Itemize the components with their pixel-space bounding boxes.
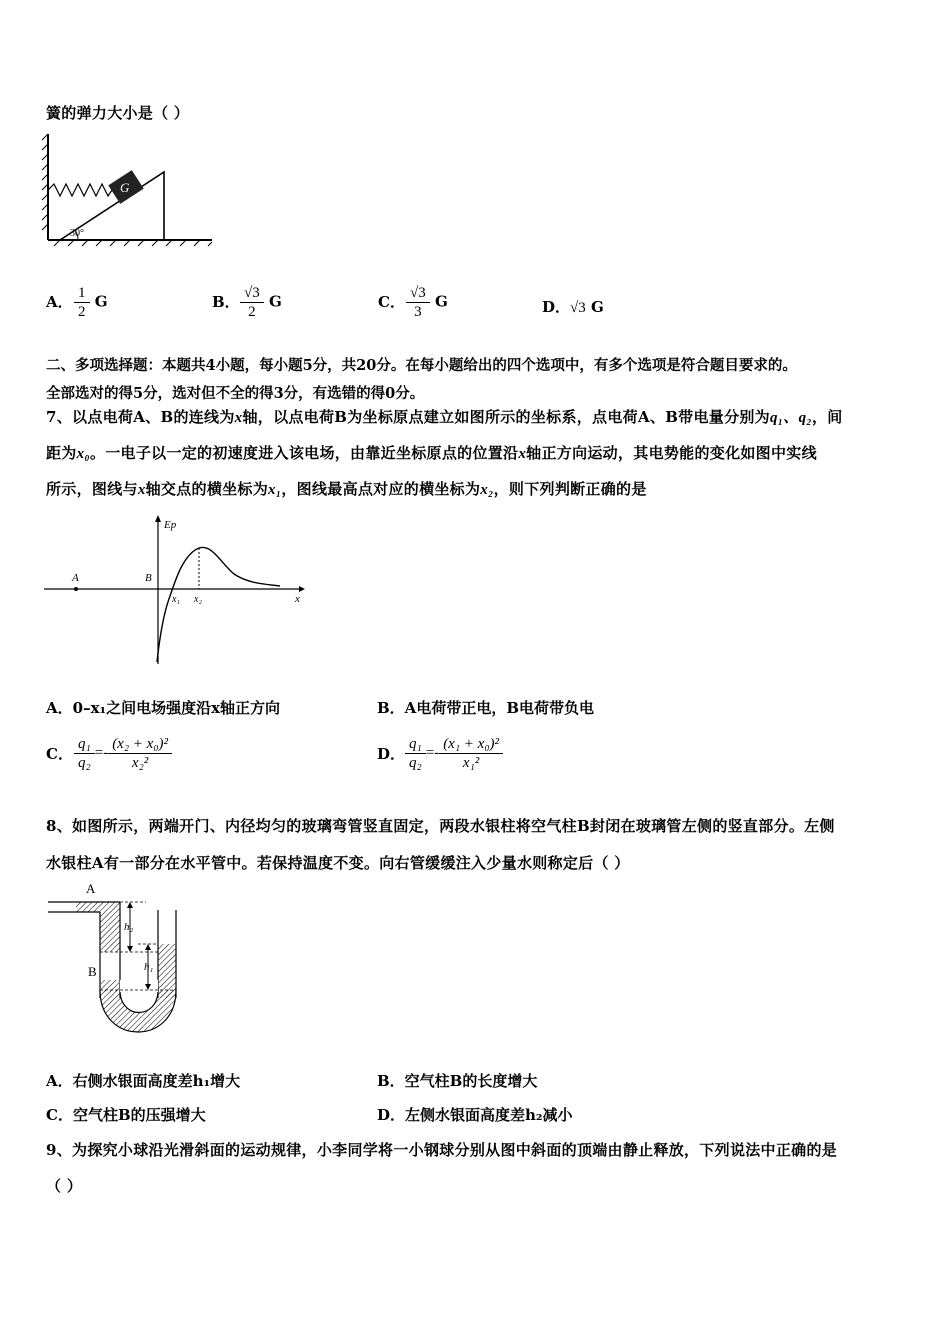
q8-option-d[interactable]: D．左侧水银面高度差h₂减小 bbox=[377, 1106, 573, 1124]
q9-line-2: （ ） bbox=[46, 1177, 83, 1195]
q6-angle-label: 30° bbox=[70, 228, 84, 239]
q8-line-2: 水银柱A有一部分在水平管中。若保持温度不变。向右管缓缓注入少量水则称定后（ ） bbox=[46, 854, 630, 872]
q7-option-b[interactable]: B．A电荷带正电，B电荷带负电 bbox=[377, 699, 594, 717]
q7-label-b: B bbox=[145, 572, 152, 584]
q7-label-ep: Ep bbox=[164, 519, 177, 531]
q7-line-2: 距为x₀。一电子以一定的初速度进入该电场，由靠近坐标原点的位置沿x轴正方向运动，其电势能的变化如图中实线 bbox=[46, 444, 817, 462]
q7-energy-graph bbox=[44, 514, 306, 666]
q7-option-a[interactable]: A．0–x₁之间电场强度沿x轴正方向 bbox=[46, 699, 281, 717]
q8-label-h2: h₂ bbox=[124, 921, 134, 933]
q7-option-d[interactable]: D． $\frac{\text{q₁}}{\text{q₂}}$ =- $\frac{\text{(x₁ + x₀)²}}{\text{x₁²}}$ bbox=[377, 735, 503, 772]
q6-option-c[interactable]: C． $\frac{√3}{3}$ G bbox=[378, 285, 448, 320]
q8-u-tube-figure bbox=[46, 880, 186, 1045]
q8-option-a[interactable]: A．右侧水银面高度差h₁增大 bbox=[46, 1072, 241, 1090]
q7-line-3: 所示，图线与x轴交点的横坐标为x₁，图线最高点对应的横坐标为x₂，则下列判断正确的是 bbox=[46, 480, 647, 498]
q6-stem-tail: 簧的弹力大小是（ ） bbox=[46, 104, 190, 122]
q6-block-label: G bbox=[120, 180, 130, 195]
q6-option-d[interactable]: D．√3 G bbox=[542, 298, 604, 316]
q8-label-a: A bbox=[86, 881, 96, 896]
section-2-line-2: 全部选对的得5分，选对但不全的得3分，有选错的得0分。 bbox=[46, 385, 425, 402]
q8-option-c[interactable]: C．空气柱B的压强增大 bbox=[46, 1106, 206, 1124]
q6-incline-figure bbox=[40, 132, 220, 247]
q7-point-a bbox=[74, 587, 78, 591]
section-2-line-1: 二、多项选择题：本题共4小题，每小题5分，共20分。在每小题给出的四个选项中，有多个选项是符合题目要求的。 bbox=[46, 357, 797, 374]
q8-option-b[interactable]: B．空气柱B的长度增大 bbox=[377, 1072, 538, 1090]
q6-option-b[interactable]: B． $\frac{√3}{2}$ G bbox=[212, 285, 282, 320]
q7-label-x1: x₁ bbox=[172, 594, 180, 605]
q8-line-1: 8、如图所示，两端开门、内径均匀的玻璃弯管竖直固定，两段水银柱将空气柱B封闭在玻璃管左侧的竖直部分。左侧 bbox=[46, 817, 835, 835]
q9-line-1: 9、为探究小球沿光滑斜面的运动规律，小李同学将一小钢球分别从图中斜面的顶端由静止释放，下列说法中正确的是 bbox=[46, 1141, 838, 1159]
q6-option-a[interactable]: A． $\frac{1}{2}$ G bbox=[46, 285, 108, 320]
q7-line-1: 7、以点电荷A、B的连线为x轴，以点电荷B为坐标原点建立如图所示的坐标系，点电荷A、B带电量分别为q₁、q₂，间 bbox=[46, 408, 843, 426]
q7-label-x2: x₂ bbox=[194, 594, 202, 605]
q7-option-c[interactable]: C． $\frac{\text{q₁}}{\text{q₂}}$ =- $\frac{\text{(x₂ + x₀)²}}{\text{x₂²}}$ bbox=[46, 735, 172, 772]
q8-label-h1: h₁ bbox=[144, 961, 154, 973]
q7-label-x: x bbox=[295, 593, 300, 605]
q7-label-a: A bbox=[72, 572, 79, 584]
q8-label-b: B bbox=[88, 964, 97, 979]
